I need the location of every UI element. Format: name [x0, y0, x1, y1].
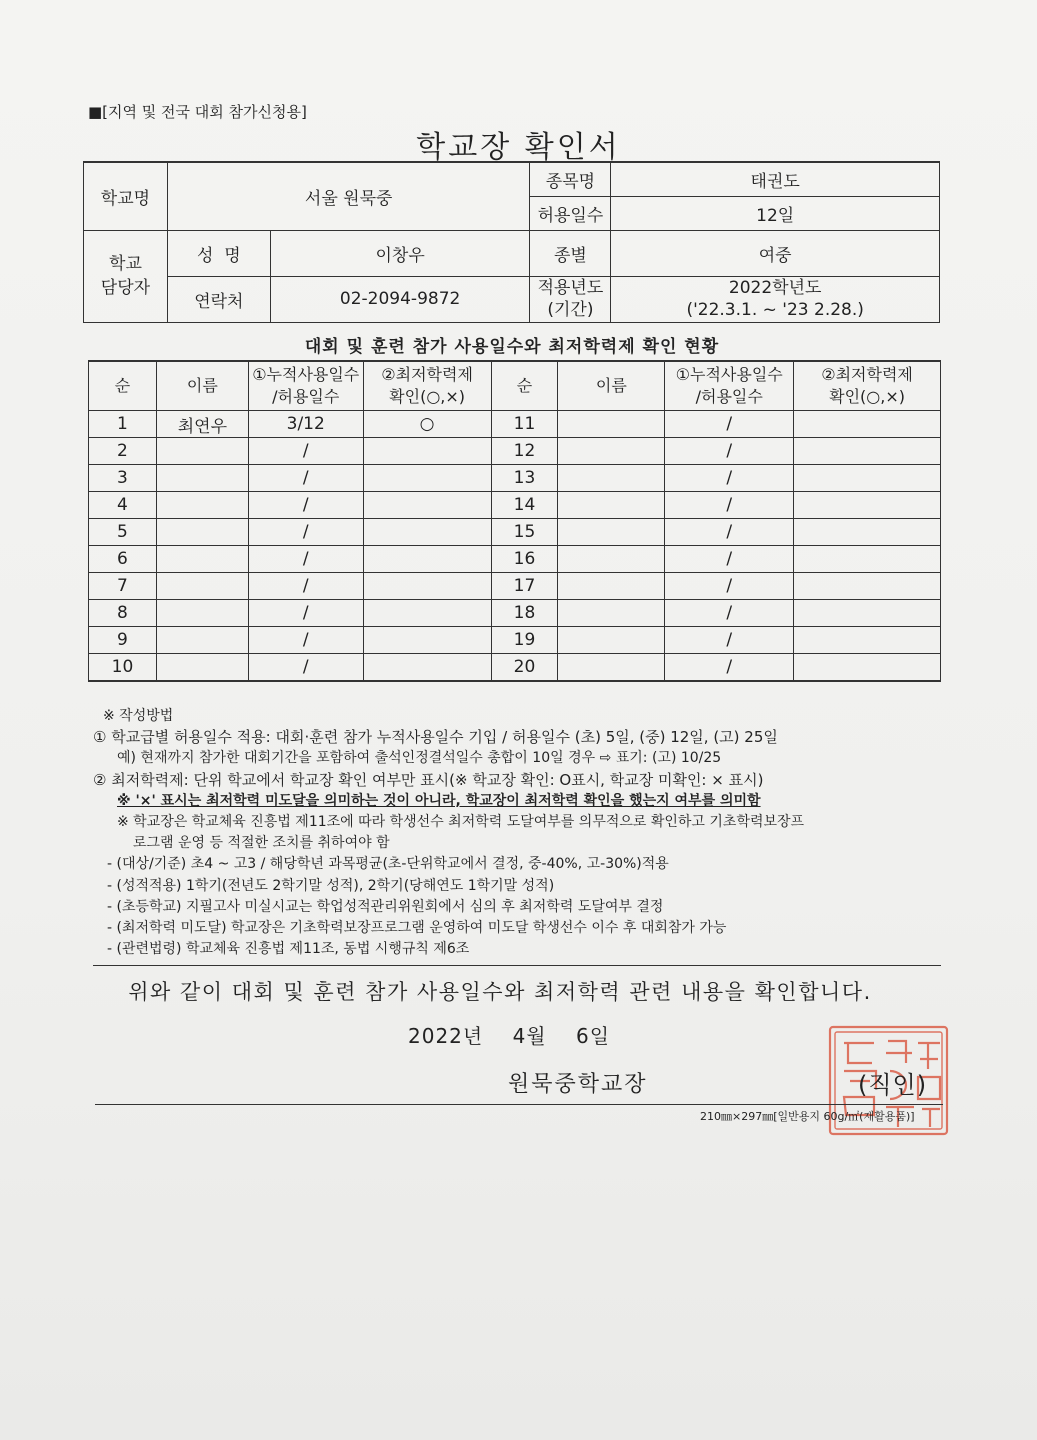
- row-number: 13: [491, 465, 558, 492]
- student-name: [156, 546, 248, 573]
- table-row: [89, 573, 941, 600]
- table-row: [89, 546, 941, 573]
- table-row: [89, 438, 941, 465]
- row-number: 15: [491, 519, 558, 546]
- academic-check: [363, 654, 491, 682]
- header-academic: ②최저학력제 확인(○,×): [363, 361, 491, 411]
- row-number: 20: [491, 654, 558, 682]
- used-days: /: [248, 492, 363, 519]
- row-number: 10: [89, 654, 157, 682]
- header-academic: ②최저학력제 확인(○,×): [794, 361, 941, 411]
- student-name: [558, 492, 665, 519]
- row-number: 5: [89, 519, 157, 546]
- academic-check: [363, 519, 491, 546]
- row-number: 2: [89, 438, 157, 465]
- academic-check: [794, 438, 941, 465]
- student-name: [558, 465, 665, 492]
- student-name: [558, 627, 665, 654]
- contact-value: 02-2094-9872: [270, 276, 530, 322]
- used-days: /: [248, 519, 363, 546]
- academic-check: ○: [363, 411, 491, 438]
- sport-label: 종목명: [530, 162, 611, 196]
- year-value-line1: 2022학년도: [728, 278, 822, 298]
- row-number: 11: [491, 411, 558, 438]
- table-row: [89, 600, 941, 627]
- date-month: 4월: [512, 1024, 547, 1048]
- row-number: 3: [89, 465, 157, 492]
- note-7: - (초등학교) 지필고사 미실시교는 학업성적관리위원회에서 심의 후 최저학력 도달여부 결정: [107, 898, 664, 915]
- academic-check: [794, 465, 941, 492]
- student-name: [558, 600, 665, 627]
- table-row: [89, 627, 941, 654]
- student-name: [156, 465, 248, 492]
- used-days: /: [665, 573, 794, 600]
- academic-check: [794, 546, 941, 573]
- academic-check: [363, 465, 491, 492]
- used-days: /: [248, 465, 363, 492]
- table-row: [89, 492, 941, 519]
- student-name: [156, 654, 248, 682]
- used-days: /: [248, 438, 363, 465]
- used-days: /: [665, 519, 794, 546]
- used-days: /: [248, 600, 363, 627]
- year-label: 적용년도 (기간): [530, 276, 611, 322]
- academic-check: [794, 573, 941, 600]
- issue-date: [408, 1020, 632, 1049]
- row-number: 19: [491, 627, 558, 654]
- used-days: /: [665, 411, 794, 438]
- academic-check: [794, 627, 941, 654]
- note-4a: ※ 학교장은 학교체육 진흥법 제11조에 따라 학생선수 최저학력 도달여부를 의무적으로 확인하고 기초학력보장프: [117, 814, 805, 831]
- allowed-days-label: 허용일수: [530, 196, 611, 230]
- row-number: 4: [89, 492, 157, 519]
- header-days: ①누적사용일수 /허용일수: [665, 361, 794, 411]
- form-category: ■[지역 및 전국 대회 참가신청용]: [88, 103, 307, 121]
- status-table: [88, 360, 941, 682]
- student-name: [558, 654, 665, 682]
- academic-check: [363, 546, 491, 573]
- manager-name-value: 이창우: [270, 230, 530, 276]
- academic-check: [794, 519, 941, 546]
- note-4b: 로그램 운영 등 적절한 조치를 취하여야 함: [133, 835, 390, 852]
- academic-check: [363, 438, 491, 465]
- note-6: - (성적적용) 1학기(전년도 2학기말 성적), 2학기(당해연도 1학기말 성적): [107, 877, 555, 894]
- student-name: 최연우: [156, 411, 248, 438]
- allowed-days-value: 12일: [611, 196, 940, 230]
- divider: [93, 965, 941, 966]
- row-number: 7: [89, 573, 157, 600]
- used-days: /: [665, 654, 794, 682]
- row-number: 14: [491, 492, 558, 519]
- academic-check: [794, 600, 941, 627]
- row-number: 9: [89, 627, 157, 654]
- principal-title: 원묵중학교장: [508, 1072, 648, 1097]
- table-row: [89, 411, 941, 438]
- table-row: [89, 654, 941, 682]
- used-days: /: [248, 627, 363, 654]
- instructions: [93, 706, 953, 960]
- notes-heading: ※ 작성방법: [103, 708, 174, 724]
- header-days: ①누적사용일수 /허용일수: [248, 361, 363, 411]
- header-name: 이름: [156, 361, 248, 411]
- academic-check: [363, 627, 491, 654]
- division-label: 종별: [530, 230, 611, 276]
- used-days: /: [665, 492, 794, 519]
- page-title: 학교장 확인서: [416, 130, 621, 165]
- student-name: [156, 600, 248, 627]
- confirmation-text: 위와 같이 대회 및 훈련 참가 사용일수와 최저학력 관련 내용을 확인합니다.: [128, 980, 872, 1004]
- bottom-divider: [95, 1104, 943, 1105]
- date-day: 6일: [575, 1024, 611, 1048]
- row-number: 16: [491, 546, 558, 573]
- student-name: [156, 627, 248, 654]
- note-3: ※ '×' 표시는 최저학력 미도달을 의미하는 것이 아니라, 학교장이 최저학력 확인을 했는지 여부를 의미함: [117, 792, 761, 809]
- academic-check: [363, 573, 491, 600]
- table-row: [89, 465, 941, 492]
- used-days: /: [665, 465, 794, 492]
- note-2: ② 최저학력제: 단위 학교에서 학교장 확인 여부만 표시(※ 학교장 확인: O표시, 학교장 미확인: × 표시): [93, 770, 764, 789]
- student-name: [156, 492, 248, 519]
- used-days: /: [665, 627, 794, 654]
- note-9: - (관련법령) 학교체육 진흥법 제11조, 동법 시행규칙 제6조: [107, 941, 470, 958]
- status-table-title: 대회 및 훈련 참가 사용일수와 최저학력제 확인 현황: [304, 337, 720, 357]
- student-name: [156, 573, 248, 600]
- used-days: /: [665, 600, 794, 627]
- row-number: 1: [89, 411, 157, 438]
- note-8: - (최저학력 미도달) 학교장은 기초학력보장프로그램 운영하여 미도달 학생선수 이수 후 대회참가 가능: [107, 920, 727, 937]
- row-number: 18: [491, 600, 558, 627]
- school-name-value: 서울 원묵중: [167, 162, 530, 230]
- row-number: 12: [491, 438, 558, 465]
- row-number: 6: [89, 546, 157, 573]
- used-days: /: [248, 573, 363, 600]
- header-name: 이름: [558, 361, 665, 411]
- note-1a: ① 학교급별 허용일수 적용: 대회·훈련 참가 누적사용일수 기입 / 허용일수 (초) 5일, (중) 12일, (고) 25일: [93, 728, 778, 747]
- academic-check: [363, 600, 491, 627]
- row-number: 8: [89, 600, 157, 627]
- year-value-line2: ('22.3.1. ~ '23 2.28.): [686, 300, 864, 320]
- used-days: 3/12: [248, 411, 363, 438]
- manager-label: 학교 담당자: [84, 230, 168, 322]
- student-name: [558, 546, 665, 573]
- used-days: /: [665, 438, 794, 465]
- header-no: 순: [491, 361, 558, 411]
- academic-check: [794, 411, 941, 438]
- academic-check: [794, 492, 941, 519]
- student-name: [558, 519, 665, 546]
- academic-check: [794, 654, 941, 682]
- manager-name-label: 성 명: [167, 230, 270, 276]
- academic-check: [363, 492, 491, 519]
- status-table-body: [89, 361, 941, 681]
- sport-value: 태권도: [611, 162, 940, 196]
- used-days: /: [665, 546, 794, 573]
- header-no: 순: [89, 361, 157, 411]
- used-days: /: [248, 654, 363, 682]
- note-5: - (대상/기준) 초4 ~ 고3 / 해당학년 과목평균(초-단위학교에서 결정, 중-40%, 고-30%)적용: [107, 856, 669, 873]
- student-name: [558, 438, 665, 465]
- year-value: [611, 276, 940, 322]
- division-value: 여중: [611, 230, 940, 276]
- school-name-label: 학교명: [84, 162, 168, 230]
- seal-label: (직인): [858, 1071, 928, 1099]
- student-name: [156, 519, 248, 546]
- paper-size-note: 210㎜×297㎜[일반용지 60g/㎡(재활용품)]: [700, 1110, 915, 1123]
- table-row: [89, 519, 941, 546]
- row-number: 17: [491, 573, 558, 600]
- student-name: [558, 573, 665, 600]
- contact-label: 연락처: [167, 276, 270, 322]
- used-days: /: [248, 546, 363, 573]
- note-1b: 예) 현재까지 참가한 대회기간을 포함하여 출석인정결석일수 총합이 10일 경우 ⇨ 표기: (고) 10/25: [117, 750, 722, 767]
- date-year: 2022년: [408, 1024, 484, 1048]
- student-name: [156, 438, 248, 465]
- school-info-table: [83, 161, 940, 323]
- student-name: [558, 411, 665, 438]
